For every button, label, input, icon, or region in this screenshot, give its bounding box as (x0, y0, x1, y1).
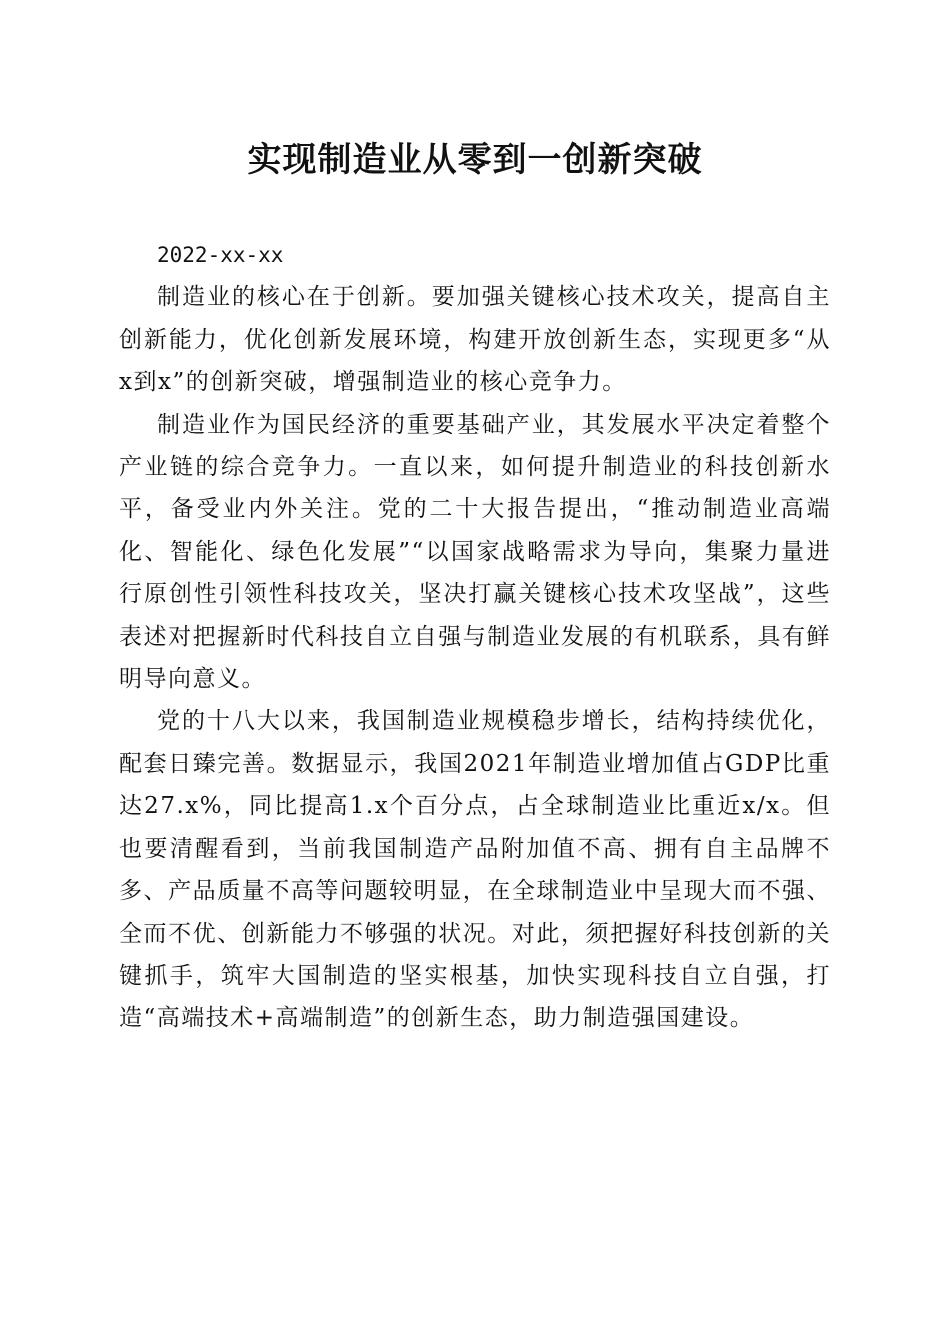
document-body (119, 234, 831, 1040)
paragraph-2: 制造业作为国民经济的重要基础产业，其发展水平决定着整个产业链的综合竞争力。一直以来，如何提升制造业的科技创新水平，备受业内外关注。党的二十大报告提出，“推动制造业高端化、智能化、绿色化发展”“以国家战略需求为导向，集聚力量进行原创性引领性科技攻关，坚决打赢关键核心技术攻坚战”，这些表述对把握新时代科技自立自强与制造业发展的有机联系，具有鲜明导向意义。 (119, 411, 831, 693)
document-title: 实现制造业从零到一创新突破 (247, 140, 703, 180)
paragraph-3: 党的十八大以来，我国制造业规模稳步增长，结构持续优化，配套日臻完善。数据显示，我国2021年制造业增加值占GDP比重达27.x%，同比提高1.x个百分点，占全球制造业比重近x/x。但也要清醒看到，当前我国制造产品附加值不高、拥有自主品牌不多、产品质量不高等问题较明显，在全球制造业中呈现大而不强、全而不优、创新能力不够强的状况。对此，须把握好科技创新的关键抓手，筑牢大国制造的坚实根基，加快实现科技自立自强，打造“高端技术+高端制造”的创新生态，助力制造强国建设。 (119, 708, 831, 1032)
paragraph-1: 制造业的核心在于创新。要加强关键核心技术攻关，提高自主创新能力，优化创新发展环境，构建开放创新生态，实现更多“从x到x”的创新突破，增强制造业的核心竞争力。 (119, 284, 831, 396)
document-date: 2022-xx-xx (157, 243, 284, 267)
